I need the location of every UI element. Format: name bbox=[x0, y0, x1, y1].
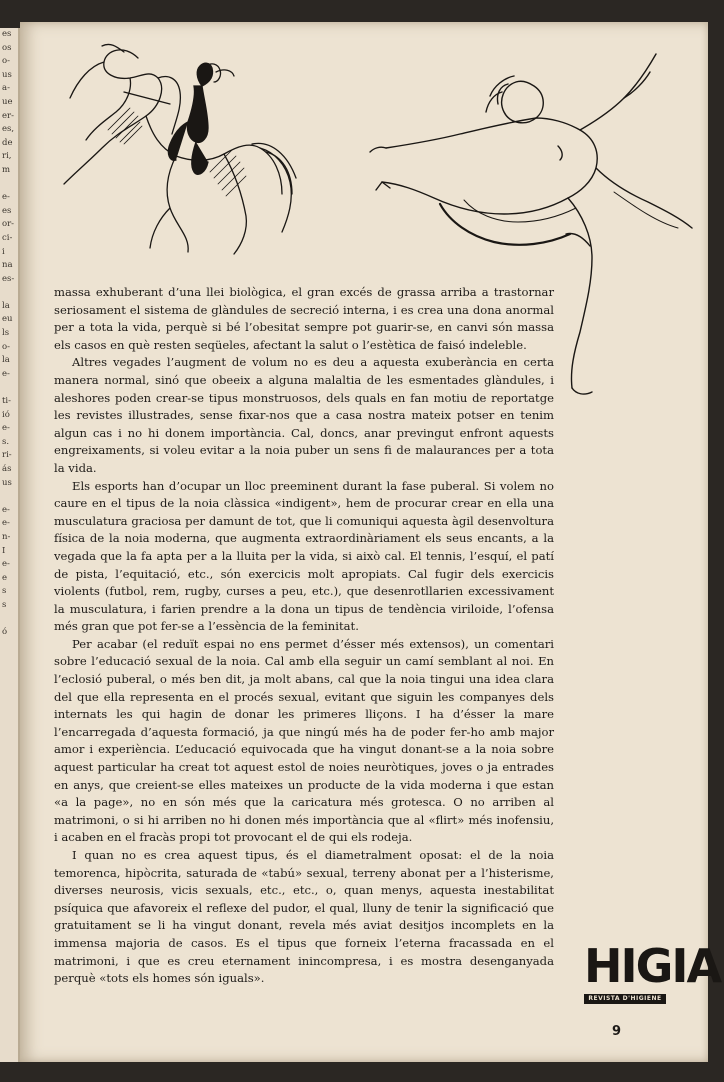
margin-fragment bbox=[0, 490, 18, 504]
margin-fragment: ó bbox=[2, 627, 8, 638]
margin-fragment: o- bbox=[2, 341, 10, 352]
margin-fragment: e- bbox=[2, 368, 10, 379]
margin-fragment: e- bbox=[2, 504, 10, 515]
margin-fragment: es- bbox=[2, 273, 15, 284]
margin-fragment: ió bbox=[2, 409, 10, 420]
logo-title: HIGIA bbox=[584, 939, 721, 993]
margin-fragment: os bbox=[2, 42, 12, 53]
margin-fragment: la bbox=[2, 355, 10, 366]
margin-fragment: ue bbox=[2, 96, 13, 107]
margin-fragment bbox=[0, 381, 18, 395]
margin-fragment: ls bbox=[2, 328, 10, 339]
margin-fragment: er- bbox=[2, 110, 14, 121]
margin-fragment bbox=[0, 178, 18, 192]
margin-fragment: ti- bbox=[2, 396, 12, 407]
margin-fragment: m bbox=[2, 164, 11, 175]
margin-fragment: e- bbox=[2, 518, 10, 529]
margin-fragment: e- bbox=[2, 423, 10, 434]
margin-fragment: s bbox=[2, 586, 7, 597]
page-number: 9 bbox=[612, 1024, 622, 1039]
margin-fragment: eu bbox=[2, 314, 13, 325]
margin-fragment: ci- bbox=[2, 232, 13, 243]
previous-page-edge bbox=[0, 28, 20, 1062]
margin-fragment: o- bbox=[2, 56, 10, 67]
margin-fragment: e bbox=[2, 572, 8, 583]
paragraph: Els esports han d’ocupar un lloc preeminent durant la fase puberal. Si volem no caure en el tipus de la noia clàssica «indigent», hem de procurar crear en ella una musculatura graciosa per damunt de tot, que li comuniqui aquesta àgil desenvoltura física de la noia moderna, que augmenta extraordinàriament els seus encants, a la vegada que la fa apta per a la lluita per la vida, si això cal. El tennis, l’esquí, el patí de pista, l’equitació, etc., són exercicis molt apropiats. Cal fugir dels exercicis violents (futbol, rem, rugby, curses a peu, etc.), que desenrotllarien excessivament la musculatura, i farien prendre a la dona un tipus de tendència viriloide, l’ofensa més gran que pot fer-se a l’essència de la feminitat. bbox=[54, 478, 554, 634]
magazine-page bbox=[20, 22, 721, 1062]
margin-fragment: i bbox=[2, 246, 5, 257]
margin-fragment: es bbox=[2, 205, 12, 216]
margin-fragment: I bbox=[2, 545, 6, 556]
margin-fragment: s. bbox=[2, 436, 10, 447]
margin-fragment: ás bbox=[2, 464, 12, 474]
paragraph: Per acabar (el reduït espai no ens permet d’ésser més extensos), un comentari sobre l’educació sexual de la noia. Cal amb ella seguir un camí semblant al noi. En l’eclosió puberal, o més ben dit, ja molt abans, cal que la noia tingui una idea clara del que ella representa en el procés sexual, evitant que siguin les companyes dels internats les qui hagin de donar les primeres lliçons. I ha d’ésser la mare l’encarregada d’aquesta formació, ja que ningú més ha de poder fer-ho amb major amor i experiència. L’educació equivocada que ha vingut donant-se a la noia sobre aquest particular ha creat tot aquest estol de noies neuròtiques, joves o ja entrades en anys, que creient-se elles mateixes un producte de la vida moderna i que estan «a la page», no en són més que la caricatura més grotesca. O no arriben al matrimoni, o si hi arriben no hi donen més importància que al «flirt» més inofensiu, i acaben en el fracàs propi tot provocant el de qui els rodeja. bbox=[54, 636, 554, 845]
logo-subtitle: REVISTA D'HIGIENE bbox=[584, 994, 666, 1004]
margin-fragment: us bbox=[2, 477, 12, 488]
paragraph: I quan no es crea aquest tipus, és el diametralment oposat: el de la noia temorenca, hipòcrita, saturada de «tabú» sexual, terreny abonat per a l’histerisme, diverses neurosis, vicis sexuals, etc., etc., o, quan menys, aquesta inestabilitat psíquica que afavoreix el reflexe del pudor, el qual, lluny de tenir la significació que gratuitament se li ha vingut donant, revela més aviat desitjos incomplets en la immensa majoria de casos. Es el tipus que forneix l’eterna fracassada en el matrimoni, i que es creu eternament inincompresa, i es mostra desenganyada perquè «tots els homes són iguals». bbox=[54, 848, 554, 986]
margin-fragment: e- bbox=[2, 559, 10, 570]
margin-fragment: or- bbox=[2, 219, 15, 230]
margin-fragment: na bbox=[2, 260, 13, 271]
paragraph: massa exhuberant d’una llei biològica, el gran excés de grassa arriba a trastornar seriosament el sistema de glàndules de secreció interna, i es crea una dona anormal per a tota la vida, perquè si bé l’obesitat sempre pot guarir-se, en canvi són massa els casos en què resten seqüeles, afectant la salut o l’estètica de faisó indeleble. bbox=[54, 285, 554, 352]
margin-fragment: n- bbox=[2, 531, 11, 542]
paragraph: Altres vegades l’augment de volum no es deu a aquesta exuberància en certa manera normal, sinó que obeeix a alguna malaltia de les esmentades glàndules, i aleshores poden crear-se tipus monstruosos, dels quals en fan motiu de reportatge les revistes illustrades, sense fixar-nos que a casa nostra mateix potser en tenim algun cas i no hi donem importància. Cal, doncs, anar previngut enfront aquests engreixaments, si voleu evitar a la noia puber un sens fi de malaurances per a tota la vida. bbox=[54, 355, 554, 475]
margin-fragment: de bbox=[2, 137, 13, 148]
margin-fragment: a- bbox=[2, 83, 10, 94]
margin-fragment: s bbox=[2, 599, 7, 610]
margin-fragment: e- bbox=[2, 192, 10, 203]
margin-fragment: us bbox=[2, 69, 12, 80]
article-body bbox=[54, 284, 554, 988]
higia-logo bbox=[584, 939, 721, 1010]
margin-fragment bbox=[0, 286, 18, 300]
margin-fragment: la bbox=[2, 300, 10, 311]
margin-fragment: ri- bbox=[2, 450, 12, 461]
margin-fragment: es bbox=[2, 29, 12, 39]
margin-fragment: ri, bbox=[2, 151, 12, 162]
margin-fragment bbox=[0, 613, 18, 627]
horse-rider-drawing bbox=[64, 44, 296, 254]
margin-fragment: es, bbox=[2, 124, 15, 135]
